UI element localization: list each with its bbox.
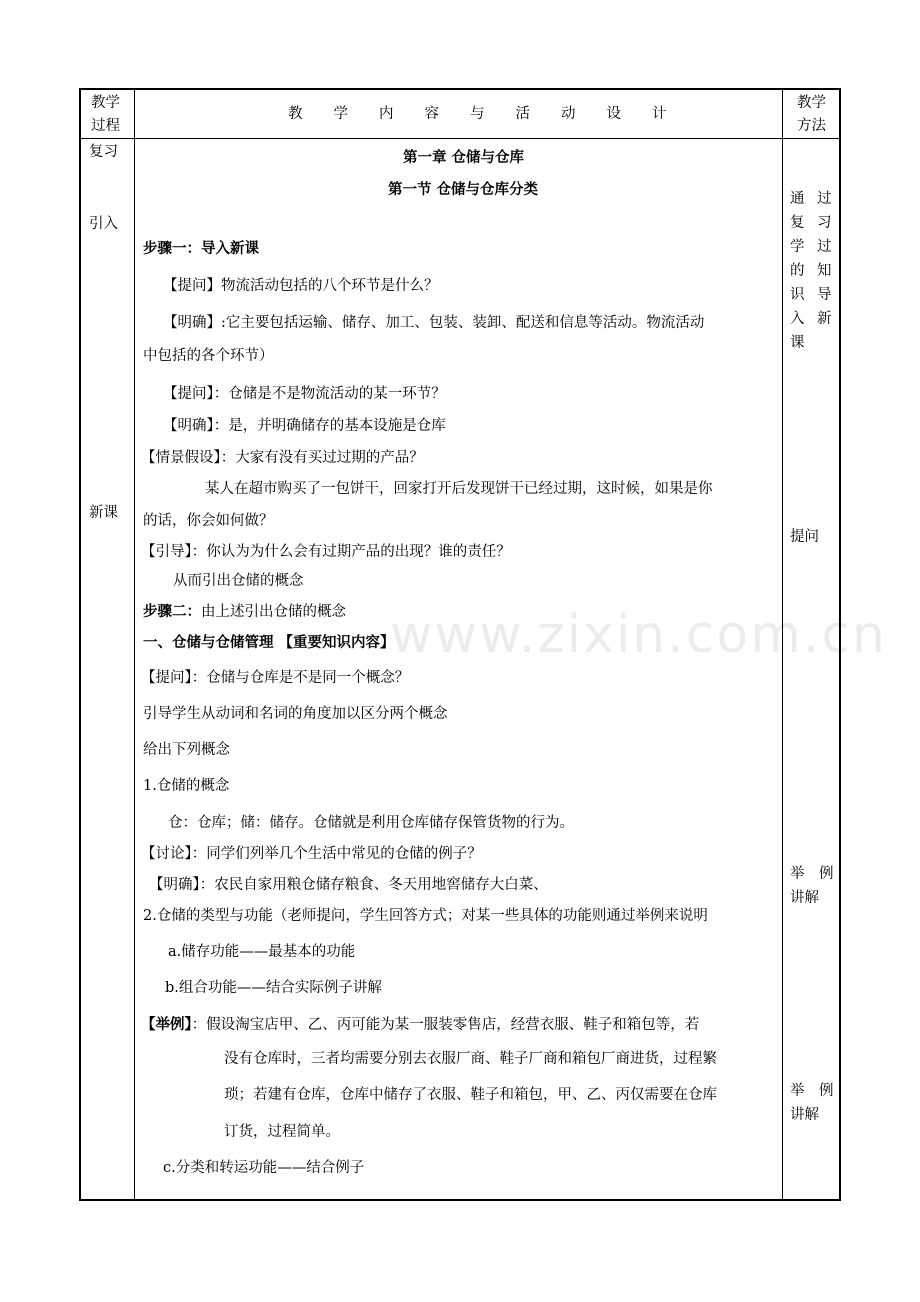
example-line2: 没有仓库时，三者均需要分别去衣服厂商、鞋子厂商和箱包厂商进货，过程繁 <box>224 1051 717 1067</box>
column-divider <box>134 90 135 1199</box>
header-method-line2: 方法 <box>797 118 826 134</box>
story-line1: 某人在超市购买了一包饼干，回家打开后发现饼干已经过期，这时候，如果是你 <box>205 481 713 497</box>
discussion: 【讨论】：同学们列举几个生活中常见的仓储的例子？ <box>141 846 482 862</box>
answer-2: 【明确】：是，并明确储存的基本设施是仓库 <box>163 418 446 434</box>
concept-1-body: 仓：仓库；储：储存。仓储就是利用仓库储存保管货物的行为。 <box>168 815 574 831</box>
example-line4: 订货，过程简单。 <box>224 1124 340 1140</box>
method-char: 过 <box>817 239 832 255</box>
answer-1-line2: 中包括的各个环节） <box>143 348 274 364</box>
method-char: 知 <box>817 263 832 279</box>
lead-in: 从而引出仓储的概念 <box>173 573 304 589</box>
answer-3: 【明确】：农民自家用粮仓储存粮食、冬天用地窖储存大白菜、 <box>149 877 548 893</box>
method-char: 学 <box>790 239 805 255</box>
method-char: 识 <box>790 287 805 303</box>
guide: 【引导】：你认为为什么会有过期产品的出现？谁的责任？ <box>141 544 511 560</box>
answer-1-line1: 【明确】:它主要包括运输、储存、加工、包装、装卸、配送和信息等活动。物流活动 <box>163 315 705 331</box>
tag: 【讨论】 <box>141 846 192 862</box>
chapter-title: 第一章 仓储与仓库 <box>403 149 525 166</box>
function-b: b.组合功能——结合实际例子讲解 <box>165 980 382 996</box>
tag: 【明确】 <box>149 877 200 893</box>
section-title: 第一节 仓储与仓库分类 <box>388 181 539 198</box>
question-1: 【提问】物流活动包括的八个环节是什么？ <box>163 278 439 294</box>
tag: 【明确】 <box>163 418 214 434</box>
method-char: 课 <box>790 335 805 351</box>
function-c: c.分类和转运功能——结合例子 <box>163 1160 365 1176</box>
stage-new-lesson: 新课 <box>89 505 118 521</box>
tag: 【举例】 <box>141 1016 192 1033</box>
method-example-2b: 讲解 <box>790 1107 819 1123</box>
tag: 【情景假设】 <box>141 450 221 466</box>
stage-intro: 引入 <box>89 216 118 232</box>
section-one-heading: 一、仓储与仓储管理 【重要知识内容】 <box>143 634 395 651</box>
method-char: 复 <box>790 215 805 231</box>
concept-1-title: 1.仓储的概念 <box>143 778 230 794</box>
stage-review: 复习 <box>89 144 118 160</box>
tag: 【明确】 <box>163 315 221 331</box>
tag: 【提问】 <box>141 670 192 686</box>
scenario: 【情景假设】：大家有没有买过过期的产品？ <box>141 450 424 466</box>
tag: 【提问】 <box>163 278 221 294</box>
step-two: 步骤二：由上述引出仓储的概念 <box>143 603 346 620</box>
function-a: a.储存功能——最基本的功能 <box>168 944 356 960</box>
header-process-line2: 过程 <box>91 118 120 134</box>
concept-2-title: 2.仓储的类型与功能（老师提问，学生回答方式；对某一些具体的功能则通过举例来说明 <box>143 908 708 924</box>
guide-2: 引导学生从动词和名词的角度加以区分两个概念 <box>143 706 448 722</box>
method-char: 习 <box>817 215 832 231</box>
question-2: 【提问】：仓储是不是物流活动的某一环节？ <box>163 386 446 402</box>
example-line1: 【举例】：假设淘宝店甲、乙、丙可能为某一服装零售店，经营衣服、鞋子和箱包等，若 <box>141 1016 700 1033</box>
method-question: 提问 <box>790 529 819 545</box>
header-content-title: 教学内容与活动设计 <box>288 106 698 122</box>
method-char: 过 <box>817 191 832 207</box>
method-example-2a: 举 例 <box>790 1083 834 1099</box>
method-example-1b: 讲解 <box>790 890 819 906</box>
give-concepts: 给出下列概念 <box>143 742 230 758</box>
header-process-line1: 教学 <box>91 95 120 111</box>
step-one-heading: 步骤一：导入新课 <box>143 240 259 257</box>
method-char: 通 <box>790 191 805 207</box>
story-line2: 的话，你会如何做？ <box>143 513 274 529</box>
method-char: 入 <box>790 311 805 327</box>
header-method-line1: 教学 <box>797 95 826 111</box>
method-char: 新 <box>817 311 832 327</box>
example-line3: 琐；若建有仓库，仓库中储存了衣服、鞋子和箱包，甲、乙、丙仅需要在仓库 <box>224 1087 717 1103</box>
method-char: 的 <box>790 263 805 279</box>
method-example-1a: 举 例 <box>790 866 834 882</box>
method-char: 导 <box>817 287 832 303</box>
tag: 【提问】 <box>163 386 214 402</box>
header-divider <box>81 138 839 139</box>
question-3: 【提问】：仓储与仓库是不是同一个概念？ <box>141 670 410 686</box>
watermark: www.zixin.com.cn <box>390 605 887 665</box>
step-two-tag: 步骤二： <box>143 603 201 620</box>
tag: 【引导】 <box>141 544 192 560</box>
